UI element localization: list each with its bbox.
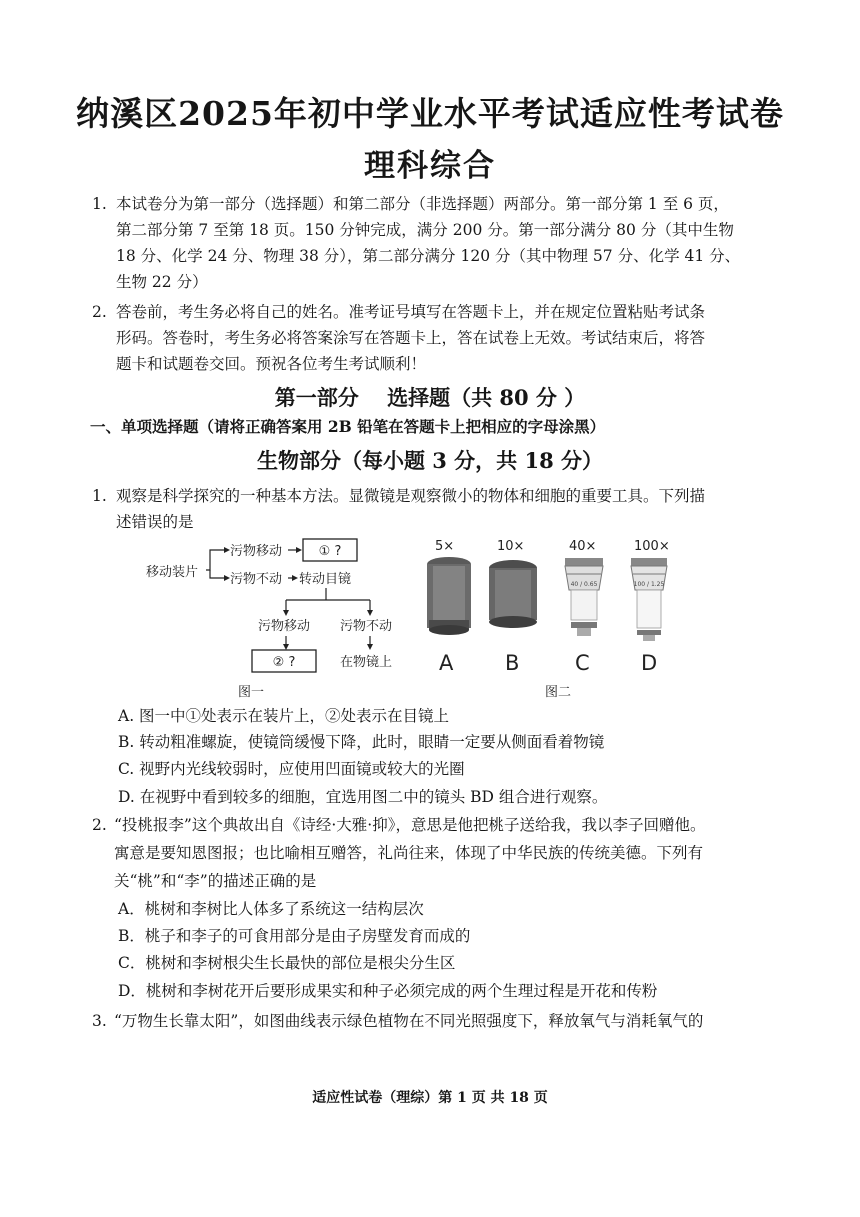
lens-d-objective-icon [631, 558, 667, 641]
fig1-arrowhead [292, 575, 298, 581]
q1-stem-line-2: 述错误的是 [116, 513, 194, 531]
note-2-number: 2. [92, 303, 107, 321]
fig1-branch-top [206, 550, 224, 570]
note-2-line-1: 答卷前，考生务必将自己的姓名。准考证号填写在答题卡上，并在规定位置粘贴考试条 [116, 303, 706, 321]
fig2-letter-c: C [575, 651, 590, 675]
fig1-arrowhead [283, 644, 289, 650]
note-1-number: 1. [92, 195, 107, 213]
q2-option-a: A．桃树和李树比人体多了系统这一结构层次 [118, 900, 424, 918]
note-1-line-1: 本试卷分为第一部分（选择题）和第二部分（非选择题）两部分。第一部分第 1 至 6 页， [116, 195, 729, 213]
lens-c-label: 40 / 0.65 [570, 581, 598, 588]
q2-option-d: D．桃树和李树花开后要形成果实和种子必须完成的两个生理过程是开花和传粉 [118, 982, 658, 1000]
fig2-caption: 图二 [545, 685, 572, 700]
fig2-letter-a: A [439, 651, 454, 675]
lens-b-eyepiece-icon [489, 560, 537, 628]
q2-stem-line-1: “投桃报李”这个典故出自《诗经·大雅·抑》，意思是他把桃子送给我，我以李子回赠他。 [114, 816, 706, 834]
q1-option-c: C. 视野内光线较弱时，应使用凹面镜或较大的光圈 [118, 760, 465, 778]
note-1-line-2: 第二部分第 7 至第 18 页。150 分钟完成，满分 200 分。第一部分满分 80 分（其中生物 [116, 221, 734, 239]
note-2-line-3: 题卡和试题卷交回。预祝各位考生考试顺利！ [116, 355, 427, 373]
fig1-arrowhead [283, 610, 289, 616]
figure-2-lenses [415, 534, 690, 702]
lens-c-objective-icon [565, 558, 603, 636]
fig1-box-1-label: ① ? [318, 544, 342, 559]
fig1-not-move-label: 污物不动 [230, 572, 283, 587]
fig1-turn-eyepiece-label: 转动目镜 [299, 572, 352, 587]
q2-stem-line-2: 寓意是要知恩图报；也比喻相互赠答，礼尚往来，体现了中华民族的传统美德。下列有 [114, 844, 704, 862]
fig1-arrowhead [367, 644, 373, 650]
fig2-mag-b: 10× [497, 539, 525, 554]
section-1-heading: 一、单项选择题（请将正确答案用 2B 铅笔在答题卡上把相应的字母涂黑） [90, 417, 606, 436]
lens-d-label: 100 / 1.25 [633, 581, 665, 588]
fig1-on-objective-label: 在物镜上 [340, 655, 393, 670]
q1-option-d: D. 在视野中看到较多的细胞，宜选用图二中的镜头 BD 组合进行观察。 [118, 788, 608, 806]
fig1-box-2-label: ② ? [272, 655, 296, 670]
q2-stem-line-3: 关“桃”和“李”的描述正确的是 [114, 872, 317, 890]
fig1-branch-bottom [210, 570, 224, 578]
note-1-line-4: 生物 22 分） [116, 273, 208, 291]
figure-1-flowchart [140, 532, 420, 702]
q1-option-a: A. 图一中①处表示在装片上，②处表示在目镜上 [118, 707, 450, 725]
fig1-moves-label: 污物移动 [230, 544, 283, 559]
fig1-caption: 图一 [238, 685, 265, 700]
q1-stem-line-1: 观察是科学探究的一种基本方法。显微镜是观察微小的物体和细胞的重要工具。下列描 [116, 487, 706, 505]
fig1-arrowhead [367, 610, 373, 616]
fig2-mag-a: 5× [435, 539, 455, 554]
note-2-line-2: 形码。答卷时，考生务必将答案涂写在答题卡上，答在试卷上无效。考试结束后，将答 [116, 329, 706, 347]
fig2-mag-d: 100× [634, 539, 670, 554]
q2-option-b: B．桃子和李子的可食用部分是由子房壁发育而成的 [118, 927, 471, 945]
fig2-letter-b: B [505, 651, 520, 675]
biology-heading: 生物部分（每小题 3 分，共 18 分） [256, 448, 604, 473]
fig2-mag-c: 40× [569, 539, 597, 554]
q1-option-b: B. 转动粗准螺旋，使镜筒缓慢下降，此时，眼睛一定要从侧面看着物镜 [118, 733, 605, 751]
q3-stem-line-1: “万物生长靠太阳”，如图曲线表示绿色植物在不同光照强度下，释放氧气与消耗氧气的 [114, 1012, 704, 1030]
note-1-line-3: 18 分、化学 24 分、物理 38 分），第二部分满分 120 分（其中物理 57 分、化学 41 分、 [116, 247, 741, 265]
part1-heading: 第一部分 选择题（共 80 分 ） [274, 385, 586, 410]
q2-number: 2. [92, 816, 107, 834]
fig1-not-move2-label: 污物不动 [340, 619, 393, 634]
fig2-letter-d: D [641, 651, 658, 675]
fig1-moves2-label: 污物移动 [258, 619, 311, 634]
exam-title: 纳溪区2025年初中学业水平考试适应性考试卷 [76, 94, 784, 133]
q1-number: 1. [92, 487, 107, 505]
q3-number: 3. [92, 1012, 107, 1030]
fig1-start-label: 移动装片 [146, 565, 199, 580]
page-footer: 适应性试卷（理综）第 1 页 共 18 页 [312, 1090, 548, 1106]
exam-subtitle: 理科综合 [364, 148, 496, 184]
q2-option-c: C．桃树和李树根尖生长最快的部位是根尖分生区 [118, 954, 456, 972]
fig1-arrowhead [296, 547, 302, 553]
lens-a-eyepiece-icon [427, 557, 471, 635]
